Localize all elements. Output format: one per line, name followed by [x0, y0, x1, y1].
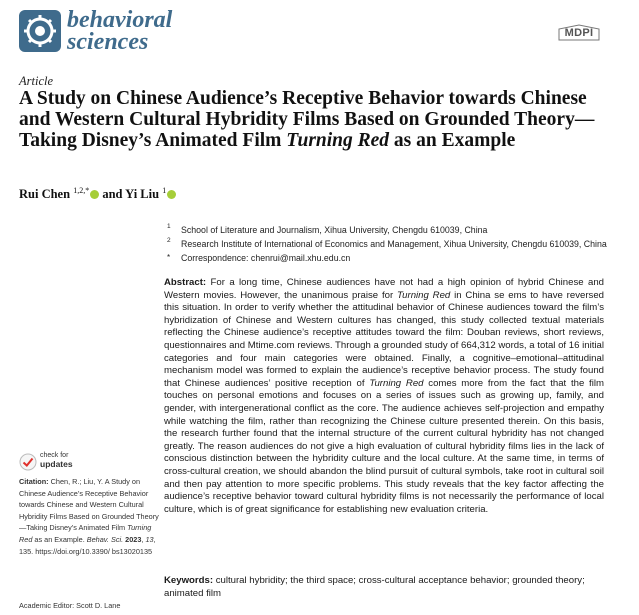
- title-end: as an Example: [393, 130, 516, 151]
- author-name[interactable]: Rui Chen: [19, 187, 71, 202]
- publisher-name: MDPI: [564, 27, 594, 39]
- article-title: [19, 88, 619, 151]
- author-name[interactable]: Yi Liu: [125, 187, 160, 202]
- journal-logo: [19, 10, 61, 52]
- check-updates-icon[interactable]: [19, 453, 37, 471]
- keywords-text: cultural hybridity; the third space; cross-cultural acceptance behavior; grounded theory; animated film: [164, 575, 585, 599]
- orcid-icon[interactable]: [167, 190, 176, 199]
- keywords: [164, 575, 609, 600]
- affiliation-2: [167, 237, 607, 249]
- author-list: [19, 186, 176, 202]
- brain-gear-icon: [19, 10, 61, 52]
- affiliation-mark: *: [167, 253, 171, 262]
- citation-doi[interactable]: 135. https://doi.org/10.3390/ bs13020135: [19, 546, 153, 556]
- title-italic: Turning Red: [286, 130, 390, 151]
- orcid-icon[interactable]: [90, 190, 99, 199]
- affiliation-text: School of Literature and Journalism, Xihua University, Chengdu 610039, China: [181, 225, 488, 235]
- academic-editor: Academic Editor: Scott D. Lane: [19, 601, 121, 610]
- check-updates-label[interactable]: check for updates: [40, 452, 73, 469]
- abstract: Abstract: For a long time, Chinese audiences have not had a high opinion of hybrid Chinese and Western movies. However, the unanimous praise for Turning Red in China se ems to have reversed this situation. In order to verify whether the attitudinal behavior of Chinese audiences toward the film’s hybridization of Chinese and Western cultures has changed, this study collected textual materials reflecting the Chinese audience’s receptive attitudes toward the film: Douban reviews, short reviews, questionnaires and Mtime.com reviews. Through a grounded study of 664,312 words, a total of 16 initial categories and four main categories were obtained. Finally, a cognitive–emotional–attitudinal mechanism model was formed to explain the audience’s receptive behavior process. The study found that Chinese audiences’ positive reception of Turning Red comes more from the fact that the film touches on personal emotions and focuses on a series of issues such as growing up, family, and gender, with intergenerational conflict as the core. The audience achieves self-projection and empathy while watching the film, rather than recognizing the Chinese culture presented therein. On this basis, the research further found that the internal structure of the current cultural hybridity has not changed greatly. The reason audiences do not give a high evaluation of cultural hybridity films lies in the lack of conscious distinction between the hybridity culture and the local culture. At the same time, in terms of cross-cultural creation, we should abandon the blind pursuit of cultural symbols, take root in cultural soil and then pay attention to more specific problems. This study reveals that the key factor affecting the audience’s receptive behavior toward cultural hybridity films is not necessarily the performance of local culture, which is of great significance for establishing new evaluation criteria.: [164, 277, 605, 515]
- abstract-label: Abstract:: [164, 277, 207, 288]
- journal-name[interactable]: [67, 9, 172, 53]
- author-conjunction: and: [102, 187, 123, 202]
- affiliation-mark: 1: [167, 223, 171, 230]
- citation-label: Citation:: [19, 477, 49, 486]
- affiliation-mark: 2: [167, 237, 171, 244]
- keywords-label: Keywords:: [164, 575, 214, 586]
- title-main: A Study on Chinese Audience’s Receptive Behavior towards Chinese and Western Cultural Hybridity Films Based on Grounded Theory—Taking Disney’s Animated Film: [19, 88, 595, 151]
- correspondence-text[interactable]: Correspondence: chenrui@mail.xhu.edu.cn: [181, 253, 351, 263]
- citation: Citation: Chen, R.; Liu, Y. A Study on Chinese Audience’s Receptive Behavior towards Chinese and Western Cultural Hybridity Films Based on Grounded Theory—Taking Disney’s Animated Film Turning Red as an Example. Behav. Sci. 2023, 13, 135. https://doi.org/10.3390/ bs13020135: [19, 477, 159, 556]
- affiliation-text: Research Institute of International of Economics and Management, Xihua University, Chengdu 610039, China: [181, 239, 607, 249]
- affiliation-1: [167, 223, 488, 235]
- author-affil-marks: 1: [162, 186, 167, 195]
- correspondence: [167, 253, 351, 263]
- journal-name-line1: behavioral: [67, 7, 173, 33]
- article-type: Article: [19, 74, 54, 88]
- author-affil-marks: 1,2,*: [73, 186, 90, 195]
- journal-name-line2: sciences: [67, 29, 149, 55]
